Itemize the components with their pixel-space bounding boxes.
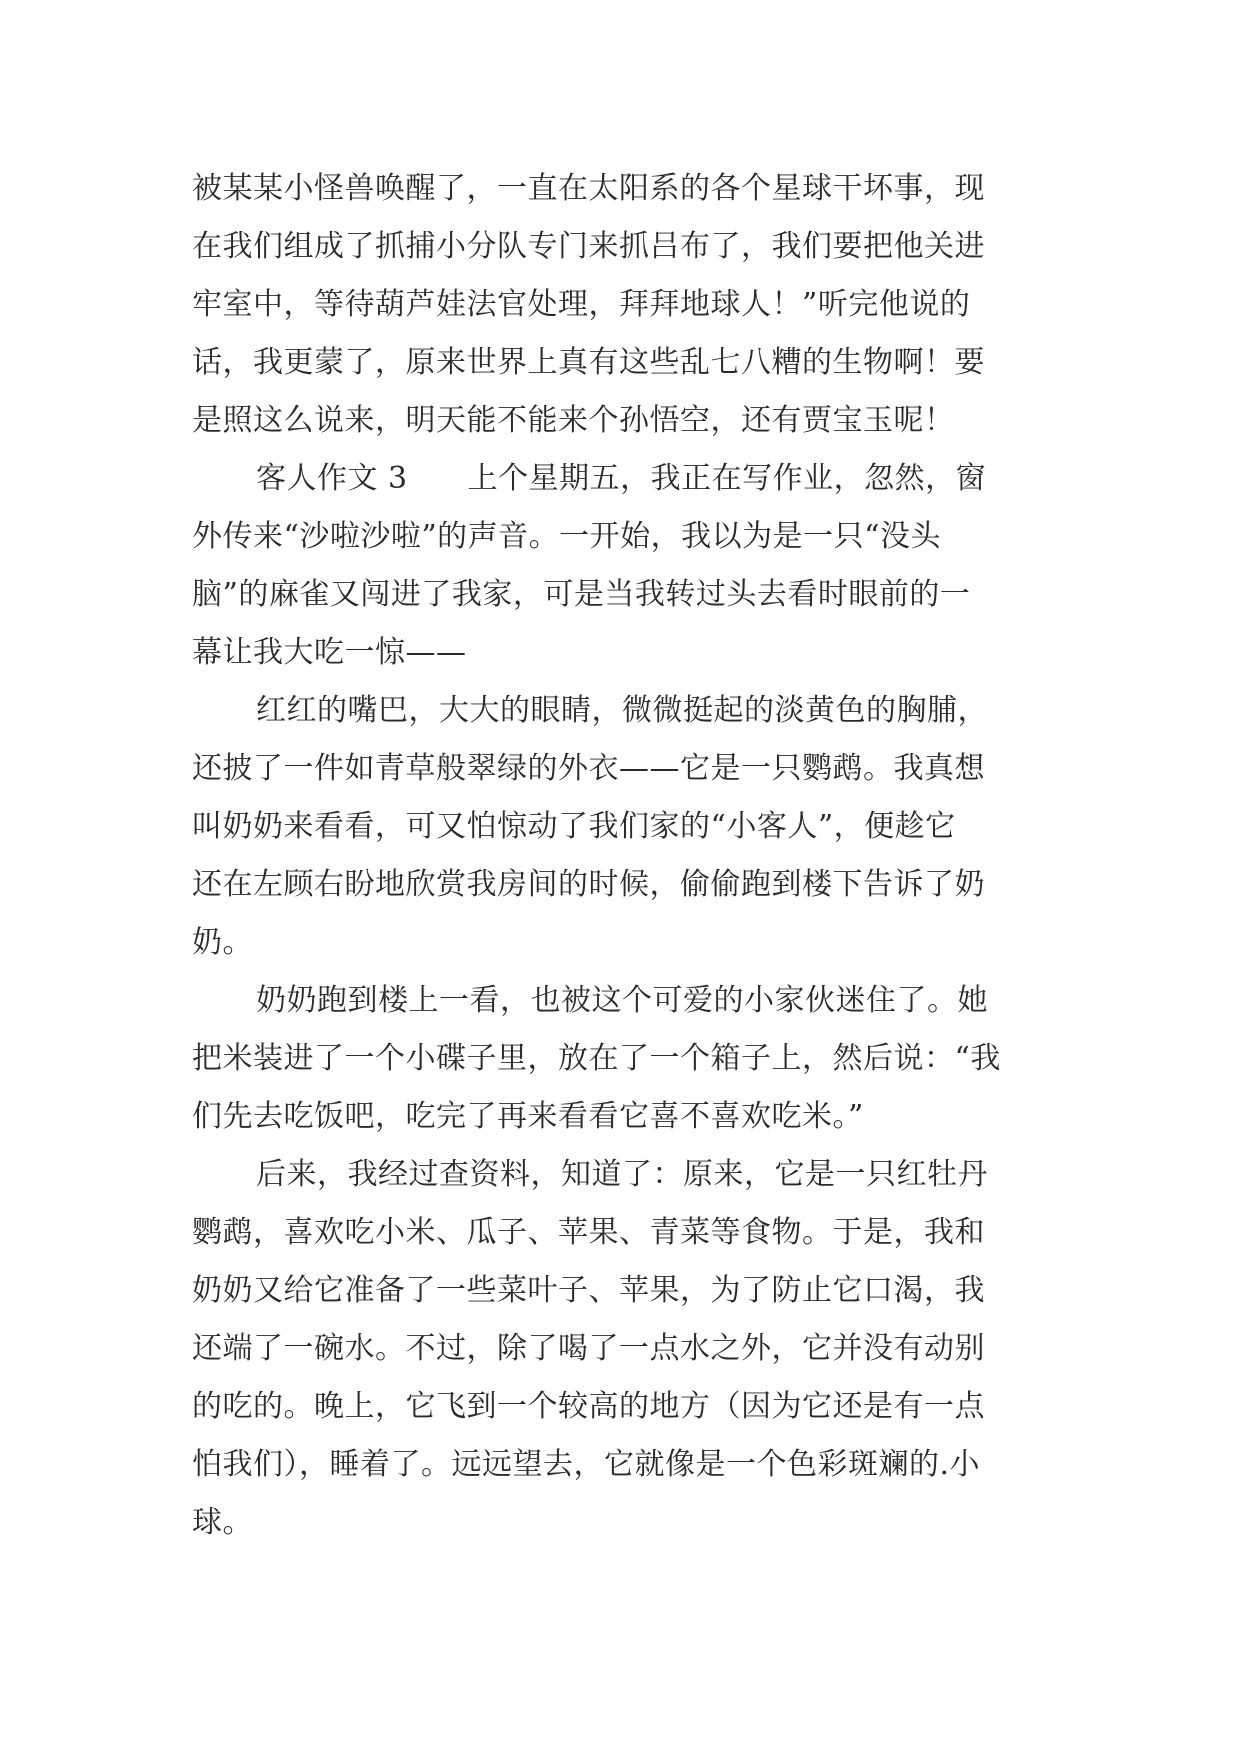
text-line: 把米装进了一个小碟子里，放在了一个箱子上，然后说：“我 bbox=[192, 1041, 1001, 1076]
text-line: 奶奶又给它准备了一些菜叶子、苹果，为了防止它口渴，我 bbox=[192, 1273, 985, 1308]
text-line: 奶奶跑到楼上一看，也被这个可爱的小家伙迷住了。她 bbox=[256, 983, 988, 1018]
essay-heading: 客人作文 3 bbox=[256, 461, 408, 496]
text-line bbox=[192, 450, 1052, 508]
text-line: 还披了一件如青草般翠绿的外衣——它是一只鹦鹉。我真想 bbox=[192, 751, 985, 786]
text-line: 的吃的。晚上，它飞到一个较高的地方（因为它还是有一点 bbox=[192, 1389, 985, 1424]
text-line: 后来，我经过查资料，知道了：原来，它是一只红牡丹 bbox=[256, 1157, 988, 1192]
text-line: 牢室中，等待葫芦娃法官处理，拜拜地球人！”听完他说的 bbox=[192, 287, 971, 322]
text-line: 在我们组成了抓捕小分队专门来抓吕布了，我们要把他关进 bbox=[192, 229, 985, 264]
text-line: 奶。 bbox=[192, 925, 253, 960]
text-line: 红红的嘴巴，大大的眼睛，微微挺起的淡黄色的胸脯， bbox=[256, 693, 988, 728]
text-line: 们先去吃饭吧，吃完了再来看看它喜不喜欢吃米。” bbox=[192, 1099, 864, 1134]
text-line: 话，我更蒙了，原来世界上真有这些乱七八糟的生物啊！要 bbox=[192, 345, 985, 380]
text-line: 脑”的麻雀又闯进了我家，可是当我转过头去看时眼前的一 bbox=[192, 577, 971, 612]
text-line: 是照这么说来，明天能不能来个孙悟空，还有贾宝玉呢！ bbox=[192, 403, 955, 438]
text-line: 还在左顾右盼地欣赏我房间的时候，偷偷跑到楼下告诉了奶 bbox=[192, 867, 985, 902]
text-line: 怕我们），睡着了。远远望去，它就像是一个色彩斑斓的.小 bbox=[192, 1447, 981, 1482]
text-line: 还端了一碗水。不过，除了喝了一点水之外，它并没有动别 bbox=[192, 1331, 985, 1366]
text-line: 被某某小怪兽唤醒了，一直在太阳系的各个星球干坏事，现 bbox=[192, 171, 985, 206]
text-line: 幕让我大吃一惊—— bbox=[192, 635, 467, 670]
text-line: 叫奶奶来看看，可又怕惊动了我们家的“小客人”，便趁它 bbox=[192, 809, 956, 844]
text-line: 鹦鹉，喜欢吃小米、瓜子、苹果、青菜等食物。于是，我和 bbox=[192, 1215, 985, 1250]
essay-text bbox=[192, 160, 1052, 1552]
text-line: 外传来“沙啦沙啦”的声音。一开始，我以为是一只“没头 bbox=[192, 519, 942, 554]
text-line: 球。 bbox=[192, 1505, 253, 1540]
heading-line-text: 上个星期五，我正在写作业，忽然，窗 bbox=[467, 461, 987, 496]
